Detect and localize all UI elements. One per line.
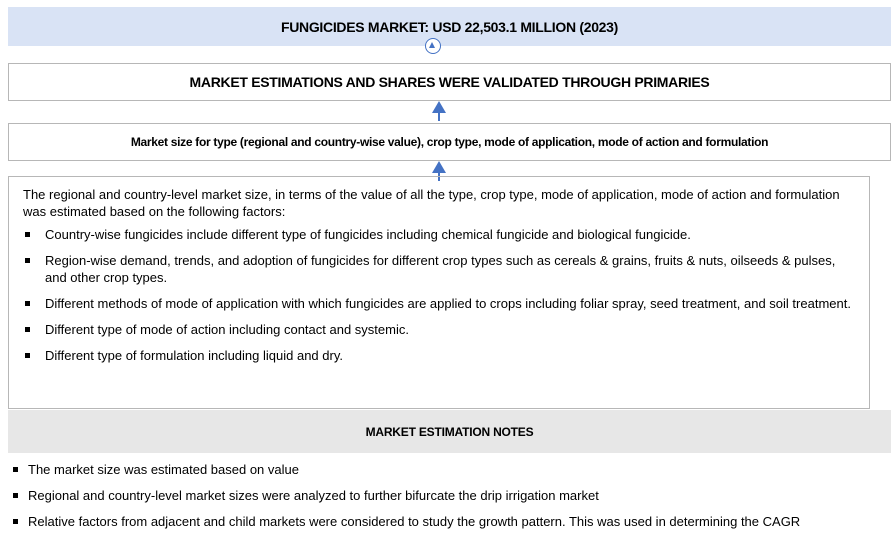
notes-header-text: MARKET ESTIMATION NOTES [365, 424, 534, 439]
factor-item: Different methods of mode of application with which fungicides are applied to crops including foliar spray, seed treatment, and soil treatment. [23, 295, 855, 312]
validation-text: MARKET ESTIMATIONS AND SHARES WERE VALIDATED THROUGH PRIMARIES [189, 74, 710, 90]
factors-intro: The regional and country-level market size, in terms of the value of all the type, crop type, mode of application, mode of action and formulation was estimated based on the following factors: [23, 187, 840, 219]
factors-list [23, 226, 855, 364]
note-item: Relative factors from adjacent and child markets were considered to study the growth pattern. This was used in determining the CAGR [12, 513, 890, 530]
notes-list [12, 461, 890, 539]
segments-text: Market size for type (regional and country-wise value), crop type, mode of application, mode of action and formulation [130, 135, 769, 149]
factor-item: Region-wise demand, trends, and adoption of fungicides for different crop types such as cereals & grains, fruits & nuts, oilseeds & pulses, and other crop types. [23, 252, 855, 286]
market-size-title: FUNGICIDES MARKET: USD 22,503.1 MILLION (2023) [280, 18, 619, 35]
note-item: Regional and country-level market sizes were analyzed to further bifurcate the drip irrigation market [12, 487, 890, 504]
factor-item: Different type of formulation including liquid and dry. [23, 347, 855, 364]
validation-box [8, 63, 891, 101]
factors-box [8, 176, 870, 409]
segments-box [8, 123, 891, 161]
up-arrow-icon [432, 101, 446, 121]
factor-item: Country-wise fungicides include different type of fungicides including chemical fungicide and biological fungicide. [23, 226, 855, 243]
circle-up-arrow-icon [425, 38, 441, 54]
notes-header [8, 410, 891, 453]
note-item: The market size was estimated based on value [12, 461, 890, 478]
factor-item: Different type of mode of action including contact and systemic. [23, 321, 855, 338]
market-size-banner [8, 7, 891, 46]
